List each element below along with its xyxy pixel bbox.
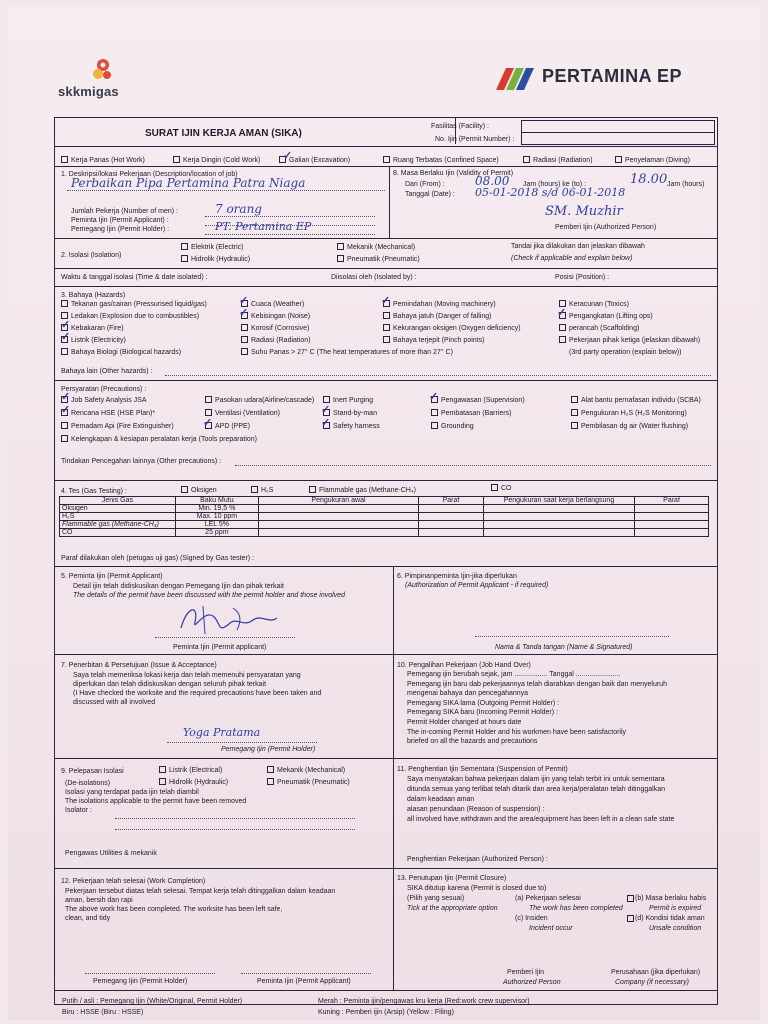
item-label: clean, and tidy bbox=[65, 915, 111, 922]
s7-holder-signature: Yoga Pratama bbox=[183, 726, 261, 739]
checkbox-item[interactable] bbox=[241, 336, 311, 345]
pertamina-ep-logo bbox=[492, 58, 732, 98]
s12-holder-signature-label: Pemegang Ijin (Permit Holder) bbox=[93, 978, 188, 985]
s6-signature-label: Nama & Tanda tangan (Name & Signatured) bbox=[495, 644, 633, 651]
item-label: Pembatasan (Barriers) bbox=[441, 410, 512, 417]
checkbox[interactable] bbox=[383, 324, 390, 331]
closure-unsafe-en: Unsafe condition bbox=[649, 925, 702, 932]
s3-label: 3. Bahaya (Hazards) bbox=[61, 292, 126, 299]
text-line bbox=[65, 807, 92, 815]
lifting-tick-icon: ✓ bbox=[557, 307, 567, 319]
checkbox-item[interactable] bbox=[241, 348, 453, 357]
checkbox-item[interactable] bbox=[61, 324, 124, 333]
gas-option-flammable[interactable]: Flammable gas (Methane-CH₄) bbox=[309, 486, 416, 495]
checkbox[interactable] bbox=[559, 324, 566, 331]
s6-label: 6. Pimpinanpeminta Ijin-jika diperlukan bbox=[397, 573, 517, 580]
work-type-confined[interactable]: Ruang Terbatas (Confined Space) bbox=[383, 156, 499, 165]
s8-authorizer-signature: SM. Muzhir bbox=[545, 204, 623, 219]
permit-number-input[interactable] bbox=[521, 132, 715, 145]
closure-unsafe-checkbox[interactable] bbox=[627, 915, 634, 922]
checkbox-item[interactable] bbox=[241, 300, 304, 309]
text-line bbox=[407, 729, 626, 737]
closure-incident[interactable]: (c) Insiden bbox=[515, 915, 548, 922]
checkbox[interactable] bbox=[241, 336, 248, 343]
item-label: Pekerjaan pihak ketiga (jelaskan dibawah) bbox=[569, 337, 701, 344]
s8-to-handwriting: 18.00 bbox=[630, 172, 668, 187]
footer-white-copy: Putih / asli : Pemegang Ijin (White/Original, Permit Holder) bbox=[62, 998, 243, 1005]
s8-hours-label: Jam (hours) bbox=[667, 181, 705, 188]
s7-label: 7. Penerbitan & Persetujuan (Issue & Acceptance) bbox=[61, 662, 217, 669]
checkbox-item[interactable] bbox=[383, 312, 491, 321]
item-label: Rencana HSE (HSE Plan)* bbox=[71, 410, 156, 417]
skkmigas-logo-text: skkmigas bbox=[58, 84, 119, 99]
s12-applicant-signature-label: Peminta Ijin (Permit Applicant) bbox=[257, 978, 351, 985]
s1-job-description-handwriting: Perbaikan Pipa Pertamina Patra Niaga bbox=[71, 176, 306, 190]
s5-text1: Detail ijin telah didiskusikan dengan Pemegang Ijin dan pihak terkait bbox=[73, 583, 284, 590]
s1-applicant-label: Peminta Ijin (Permit Applicant) : bbox=[71, 217, 169, 224]
item-label: Pemegang ijin baru dab pekerjaannya telah diarahkan dengan baik dan menyeluruh bbox=[407, 680, 667, 688]
checkbox-item[interactable] bbox=[241, 324, 309, 333]
skkmigas-flame-icon bbox=[88, 56, 118, 86]
text-line bbox=[407, 796, 474, 804]
s2-label: 2. Isolasi (Isolation) bbox=[61, 252, 122, 259]
excavation-tick-icon: ✓ bbox=[283, 150, 293, 162]
text-line bbox=[407, 671, 620, 679]
closure-completed[interactable]: (a) Pekerjaan selesai bbox=[515, 895, 581, 902]
table-row: Flammable gas (Methane-CH₄) LEL 5% bbox=[60, 521, 709, 529]
position-label: Posisi (Position) : bbox=[555, 274, 610, 281]
checkbox[interactable] bbox=[323, 396, 330, 403]
footer-blue-copy: Biru : HSSE (Biru : HSSE) bbox=[62, 1009, 144, 1016]
checkbox-item[interactable] bbox=[61, 348, 181, 357]
checkbox-item[interactable] bbox=[571, 396, 701, 405]
item-label: dalam keadaan aman bbox=[407, 796, 475, 803]
text-line bbox=[407, 738, 537, 746]
item-label: The in-coming Permit Holder and his workmen have been satisfactorily bbox=[407, 728, 627, 736]
item-label: Kebisingan (Noise) bbox=[251, 313, 311, 320]
checkbox[interactable] bbox=[205, 396, 212, 403]
standby-tick-icon: ✓ bbox=[321, 404, 331, 416]
s11-signature-label: Penghentian Pekerjaan (Authorized Person) : bbox=[407, 856, 548, 863]
text-line bbox=[65, 897, 133, 905]
work-type-radiation[interactable]: Radiasi (Radiation) bbox=[523, 156, 593, 165]
item-label: Pemadam Api (Fire Extinguisher) bbox=[71, 423, 174, 430]
checkbox-item[interactable] bbox=[61, 409, 155, 418]
text-line bbox=[65, 915, 110, 923]
item-label: discussed with all involved bbox=[73, 699, 156, 706]
checkbox[interactable] bbox=[571, 422, 578, 429]
precautions-label: Persyaratan (Precautions) : bbox=[61, 386, 147, 393]
s1-workers-label: Jumlah Pekerja (Number of men) : bbox=[71, 208, 178, 215]
text-line bbox=[407, 816, 674, 824]
s8-jam-ke-label: Jam (hours) ke (to) : bbox=[523, 181, 587, 188]
text-line bbox=[407, 776, 665, 784]
s6-text1: (Authorization of Permit Applicant - if required) bbox=[405, 582, 549, 589]
item-label: Listrik (Electricity) bbox=[71, 337, 126, 344]
item-label: Grounding bbox=[441, 423, 474, 430]
closure-expired[interactable]: (b) Masa berlaku habis bbox=[635, 895, 707, 902]
item-label: Pemegang ijin berubah sejak, jam ................. Tanggal ....................... bbox=[407, 671, 621, 678]
checkbox-item[interactable] bbox=[61, 435, 257, 444]
ppe-tick-icon: ✓ bbox=[203, 417, 213, 429]
item-label: Tekanan gas/cairan (Pressurised liquid/gas) bbox=[71, 301, 207, 308]
item-label: The above work has been completed. The worksite has been left safe, bbox=[65, 906, 283, 913]
item-label: Alat bantu pernafasan individu (SCBA) bbox=[581, 397, 701, 404]
fire-tick-icon: ✓ bbox=[61, 331, 71, 343]
text-line bbox=[407, 806, 544, 814]
item-label: Pengangkatan (Lifting ops) bbox=[569, 313, 653, 320]
item-label: Isolasi yang terdapat pada ijin telah diambil bbox=[65, 789, 199, 796]
skkmigas-logo bbox=[58, 56, 168, 106]
checkbox[interactable] bbox=[61, 300, 68, 307]
checkbox-item[interactable] bbox=[383, 300, 496, 309]
checkbox[interactable] bbox=[383, 312, 390, 319]
item-label: (3rd party operation (explain below)) bbox=[569, 349, 682, 356]
deisolation-mechanical[interactable]: Mekanik (Mechanical) bbox=[267, 766, 345, 775]
item-label: Radiasi (Radiation) bbox=[251, 337, 311, 344]
gas-tester-signed-label: Paraf dilakukan oleh (petugas uji gas) (Signed by Gas tester) : bbox=[61, 555, 254, 562]
item-label: Isolator : bbox=[65, 807, 92, 814]
noise-tick-icon: ✓ bbox=[239, 307, 249, 319]
closure-expired-checkbox[interactable] bbox=[627, 895, 634, 902]
s1-holder-handwriting: PT. Pertamina EP bbox=[215, 220, 312, 233]
s2-note2: (Check if applicable and explain below) bbox=[511, 255, 633, 262]
s1-workers-handwriting: 7 orang bbox=[215, 202, 262, 216]
deisolation-electrical[interactable]: Listrik (Electrical) bbox=[159, 766, 222, 775]
s8-from-label: Dari (From) : bbox=[405, 181, 445, 188]
work-type-diving[interactable]: Penyelaman (Diving) bbox=[615, 156, 690, 165]
s10-label: 10. Pengalihan Pekerjaan (Job Hand Over) bbox=[397, 662, 531, 669]
item-label: Pemindahan (Moving machinery) bbox=[393, 301, 496, 308]
checkbox-item[interactable] bbox=[383, 324, 521, 333]
applicant-signature-icon bbox=[173, 598, 283, 640]
s8-authorized-person-label: Pemberi Ijin (Authorized Person) bbox=[555, 224, 657, 231]
checkbox-item[interactable] bbox=[61, 336, 126, 345]
s8-from-handwriting: 08.00 bbox=[475, 174, 510, 188]
item-label: (I Have checked the worksite and the required precautions have been taken and bbox=[73, 690, 322, 697]
supervision-tick-icon: ✓ bbox=[429, 391, 439, 403]
item-label: Saya menyatakan bahwa pekerjaan dalam ijin yang telah terbit ini untuk sementara bbox=[407, 776, 665, 783]
explosion-tick-icon: ✓ bbox=[61, 319, 71, 331]
checkbox[interactable] bbox=[241, 348, 248, 355]
checkbox[interactable] bbox=[559, 336, 566, 343]
checkbox-item[interactable] bbox=[559, 312, 653, 321]
isolation-electric[interactable]: Elektrik (Electric) bbox=[181, 243, 244, 252]
text-line bbox=[73, 672, 301, 680]
checkbox-item[interactable] bbox=[559, 300, 629, 309]
checkbox-item[interactable] bbox=[431, 396, 525, 405]
checkbox[interactable] bbox=[241, 324, 248, 331]
permit-number-label: No. Ijin (Permit Number) : bbox=[435, 136, 515, 143]
item-label: alasan penundaan (Reason of suspension) : bbox=[407, 806, 545, 813]
checkbox-item[interactable] bbox=[323, 409, 377, 418]
checkbox[interactable] bbox=[571, 396, 578, 403]
checkbox-item[interactable] bbox=[559, 336, 700, 345]
item-label: perancah (Scaffolding) bbox=[569, 325, 640, 332]
item-label: Pemegang SIKA baru (Incoming Permit Holder) : bbox=[407, 709, 558, 717]
pertamina-arrow-icon bbox=[492, 60, 536, 94]
form-title: SURAT IJIN KERJA AMAN (SIKA) bbox=[145, 128, 302, 139]
s9-label: 9. Pelepasan Isolasi bbox=[61, 768, 124, 775]
item-label: aman, bersih dan rapi bbox=[65, 897, 133, 904]
isolation-pneumatic[interactable]: Pneumatik (Pneumatic) bbox=[337, 255, 420, 264]
item-label: Kelengkapan & kesiapan peralatan kerja (Tools preparation) bbox=[71, 436, 258, 443]
item-label: Pasokan udara(Airline/cascade) bbox=[215, 397, 315, 404]
deisolation-hydraulic[interactable]: Hidrolik (Hydraulic) bbox=[159, 778, 228, 787]
item-label: Pengukuran H₂S (H₂S Monitoring) bbox=[581, 410, 687, 417]
text-line bbox=[73, 690, 321, 698]
s8-date-label: Tanggal (Date) : bbox=[405, 191, 455, 198]
s5-text2: The details of the permit have been discussed with the permit holder and those involved bbox=[73, 592, 345, 599]
item-label: Saya telah memeriksa lokasi kerja dan telah memenuhi persyaratan yang bbox=[73, 672, 301, 679]
checkbox[interactable] bbox=[383, 336, 390, 343]
s1-label: 1. Deskripsi/lokasi Pekerjaan (Description/location of job) bbox=[61, 171, 238, 178]
checkbox[interactable] bbox=[61, 348, 68, 355]
table-row: Oksigen Min. 19,5 % bbox=[60, 505, 709, 513]
item-label: Bahaya Biologi (Biological hazards) bbox=[71, 349, 182, 356]
item-label: Pengawasan (Supervision) bbox=[441, 397, 525, 404]
text-line bbox=[65, 789, 199, 797]
s13-line: (Pilih yang sesuai) bbox=[407, 895, 465, 902]
text-line bbox=[73, 681, 266, 689]
checkbox[interactable] bbox=[205, 409, 212, 416]
item-label: ditunda semua yang terlibat telah ditarik dan area kerja/peralatan telah ditinggalkan bbox=[407, 786, 666, 793]
weather-tick-icon: ✓ bbox=[239, 295, 249, 307]
text-line bbox=[65, 780, 110, 788]
gas-test-table bbox=[59, 496, 709, 537]
sika-form bbox=[54, 117, 718, 1005]
s13-authorizer-label: Pemberi Ijin bbox=[507, 969, 544, 976]
checkbox-item[interactable] bbox=[323, 396, 373, 405]
s11-label: 11. Penghentian Ijin Sementara (Suspension of Permit) bbox=[397, 766, 568, 773]
checkbox-item[interactable] bbox=[383, 336, 484, 345]
table-row: CO 25 ppm bbox=[60, 529, 709, 537]
text-line bbox=[407, 786, 665, 794]
checkbox-item[interactable] bbox=[559, 348, 681, 357]
item-label: Ledakan (Explosion due to combustibles) bbox=[71, 313, 200, 320]
checkbox-item[interactable] bbox=[61, 300, 207, 309]
checkbox-item[interactable] bbox=[61, 396, 146, 405]
s5-label: 5. Peminta Ijin (Permit Applicant) bbox=[61, 573, 163, 580]
item-label: Kekurangan oksigen (Oxygen deficiency) bbox=[393, 325, 521, 332]
item-label: Pemegang SIKA lama (Outgoing Permit Holder) : bbox=[407, 699, 560, 707]
table-row: H₂S Max. 10 ppm bbox=[60, 513, 709, 521]
checkbox-item[interactable] bbox=[241, 312, 310, 321]
checkbox-item[interactable] bbox=[61, 422, 174, 431]
text-line bbox=[73, 699, 155, 707]
item-label: briefed on all the hazards and precautions bbox=[407, 738, 538, 746]
checkbox[interactable] bbox=[431, 409, 438, 416]
item-label: APD (PPE) bbox=[215, 423, 251, 430]
text-line bbox=[407, 700, 559, 708]
checkbox-item[interactable] bbox=[61, 312, 199, 321]
checkbox-item[interactable] bbox=[205, 396, 314, 405]
item-label: diperlukan dan telah didiskusikan dengan seluruh pihak terkait bbox=[73, 681, 267, 688]
s13-authorizer-label-en: Authorized Person bbox=[503, 979, 561, 986]
isolation-hydraulic[interactable]: Hidrolik (Hydraulic) bbox=[181, 255, 250, 264]
item-label: Job Safety Analysis JSA bbox=[71, 397, 147, 404]
text-line bbox=[65, 798, 246, 806]
item-label: Bahaya terjepit (Pinch points) bbox=[393, 337, 485, 344]
s9-supervisor-label: Pengawas Utilities & mekanik bbox=[65, 850, 157, 857]
s2-note1: Tandai jika dilakukan dan jelaskan dibawah bbox=[511, 243, 645, 250]
moving-machinery-tick-icon: ✓ bbox=[381, 295, 391, 307]
checkbox-item[interactable] bbox=[571, 422, 688, 431]
s7-signature-label: Pemegang Ijin (Permit Holder) bbox=[221, 746, 316, 753]
hse-plan-tick-icon: ✓ bbox=[61, 404, 71, 416]
isolation-time-label: Waktu & tanggal isolasi (Time & date isolated) : bbox=[61, 274, 208, 281]
text-line bbox=[65, 906, 282, 914]
work-type-excavation[interactable]: Galian (Excavation) bbox=[279, 156, 350, 165]
pertamina-ep-logo-text: PERTAMINA EP bbox=[542, 66, 683, 86]
s4-label: 4. Tes (Gas Testing) : bbox=[61, 488, 127, 495]
closure-unsafe[interactable]: (d) Kondisi tidak aman bbox=[635, 915, 705, 922]
item-label: Permit Holder changed at hours date bbox=[407, 719, 522, 726]
checkbox[interactable] bbox=[61, 422, 68, 429]
footer-yellow-copy: Kuning : Pemberi ijin (Arsip) (Yellow : Filing) bbox=[318, 1009, 454, 1016]
item-label: Suhu Panas > 27° C (The heat temperatures of more than 27° C) bbox=[251, 349, 453, 356]
checkbox-item[interactable] bbox=[431, 409, 511, 418]
isolated-by-label: Diisolasi oleh (Isolated by) : bbox=[331, 274, 417, 281]
item-label: Stand-by-man bbox=[333, 410, 377, 417]
work-type-hot[interactable]: Kerja Panas (Hot Work) bbox=[61, 156, 145, 165]
closure-expired-en: Permit is expired bbox=[649, 905, 702, 912]
isolation-mechanical[interactable]: Mekanik (Mechanical) bbox=[337, 243, 415, 252]
s1-holder-label: Pemegang Ijin (Permit Holder) : bbox=[71, 226, 170, 233]
s13-line: SIKA ditutup karena (Permit is closed due to) bbox=[407, 885, 547, 892]
checkbox[interactable] bbox=[431, 422, 438, 429]
checkbox-item[interactable] bbox=[559, 324, 639, 333]
checkbox-item[interactable] bbox=[571, 409, 687, 418]
item-label: Cuaca (Weather) bbox=[251, 301, 305, 308]
text-line bbox=[407, 690, 528, 698]
work-type-cold[interactable]: Kerja Dingin (Cold Work) bbox=[173, 156, 260, 165]
s13-company-label-en: Company (if necessary) bbox=[615, 979, 689, 986]
closure-completed-en: The work has been completed bbox=[529, 905, 623, 912]
s8-date-handwriting: 05-01-2018 s/d 06-01-2018 bbox=[475, 186, 626, 199]
harness-tick-icon: ✓ bbox=[321, 417, 331, 429]
s12-label: 12. Pekerjaan telah selesai (Work Completion) bbox=[61, 878, 206, 885]
gas-option-h2s[interactable]: H₂S bbox=[251, 486, 273, 495]
text-line bbox=[407, 709, 558, 717]
item-label: all involved have withdrawn and the area/equipment has been left in a clean safe state bbox=[407, 816, 675, 823]
item-label: (De-isolations) bbox=[65, 780, 111, 787]
closure-incident-en: Incident occur bbox=[529, 925, 573, 932]
s13-line: Tick at the appropriate option bbox=[407, 905, 498, 912]
checkbox-item[interactable] bbox=[323, 422, 380, 431]
item-label: Pekerjaan tersebut diatas telah selesai. Tempat kerja telah ditinggalkan dalam keadaan bbox=[65, 888, 336, 895]
item-label: mengenai bahaya dan pencegahannya bbox=[407, 690, 529, 698]
s5-signature-label: Peminta Ijin (Permit applicant) bbox=[173, 644, 267, 651]
item-label: Bahaya jatuh (Danger of falling) bbox=[393, 313, 492, 320]
checkbox-item[interactable] bbox=[205, 409, 280, 418]
item-label: Kebakaran (Fire) bbox=[71, 325, 124, 332]
footer-red-copy: Merah : Peminta ijin/pengawas kru kerja (Red:work crew supervisor) bbox=[318, 998, 530, 1005]
other-precautions-label: Tindakan Pencegahan lainnya (Other precautions) : bbox=[61, 458, 222, 465]
item-label: Korosif (Corrosive) bbox=[251, 325, 310, 332]
s8-label: 8. Masa Berlaku Ijin (Validity of Permit) bbox=[393, 170, 514, 177]
text-line bbox=[407, 719, 521, 727]
gas-table-header: Jenis Gas Baku Mutu Pengukuran awal Paraf Pengukuran saat kerja berlangsung Paraf bbox=[60, 497, 709, 505]
gas-option-oxygen[interactable]: Oksigen bbox=[181, 486, 217, 495]
other-hazards-label: Bahaya lain (Other hazards) : bbox=[61, 368, 153, 375]
gas-option-co[interactable]: CO bbox=[491, 484, 512, 493]
checkbox-item[interactable] bbox=[431, 422, 474, 431]
jsa-tick-icon: ✓ bbox=[61, 391, 71, 403]
facility-label: Fasilitas (Facility) : bbox=[431, 123, 489, 130]
checkbox[interactable] bbox=[61, 435, 68, 442]
s13-label: 13. Penutupan Ijin (Permit Closure) bbox=[397, 875, 507, 882]
item-label: Pembilasan dg air (Water flushing) bbox=[581, 423, 689, 430]
s13-company-label: Perusahaan (jika diperlukan) bbox=[611, 969, 701, 976]
text-line bbox=[65, 888, 335, 896]
item-label: Safety harness bbox=[333, 423, 380, 430]
checkbox[interactable] bbox=[571, 409, 578, 416]
item-label: Inert Purging bbox=[333, 397, 374, 404]
deisolation-pneumatic[interactable]: Pneumatik (Pneumatic) bbox=[267, 778, 350, 787]
item-label: Keracunan (Toxics) bbox=[569, 301, 629, 308]
item-label: Ventilasi (Ventilation) bbox=[215, 410, 280, 417]
item-label: The isolations applicable to the permit have been removed bbox=[65, 798, 247, 805]
text-line bbox=[407, 681, 667, 689]
